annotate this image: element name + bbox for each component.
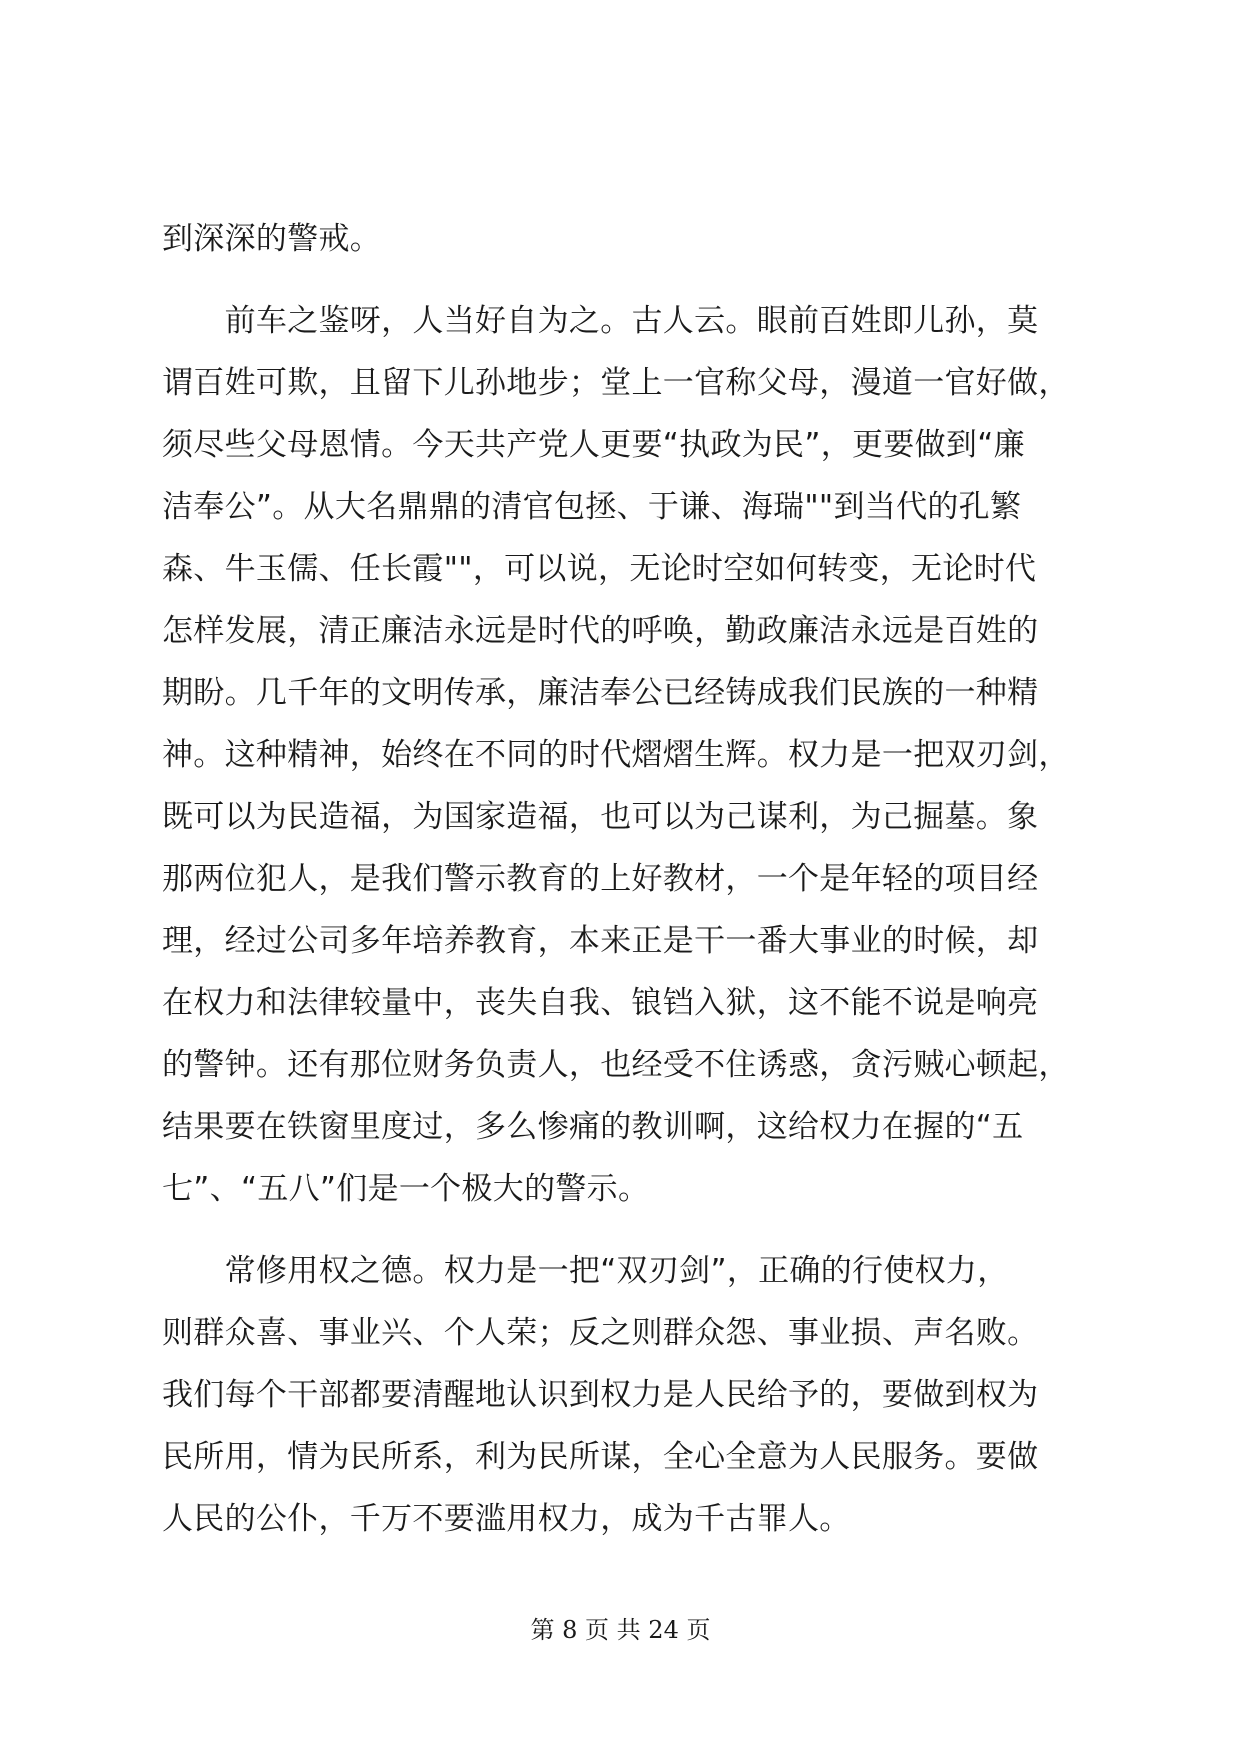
text-line: 期盼。几千年的文明传承，廉洁奉公已经铸成我们民族的一种精 bbox=[162, 675, 1039, 711]
text-line: 怎样发展，清正廉洁永远是时代的呼唤，勤政廉洁永远是百姓的 bbox=[162, 613, 1039, 649]
text-line: 七”、“五八”们是一个极大的警示。 bbox=[162, 1171, 650, 1207]
text-line: 理，经过公司多年培养教育，本来正是干一番大事业的时候，却 bbox=[162, 923, 1039, 959]
text-line: 谓百姓可欺，且留下儿孙地步；堂上一官称父母，漫道一官好做， bbox=[162, 365, 1070, 401]
text-line: 结果要在铁窗里度过，多么惨痛的教训啊，这给权力在握的“五 bbox=[162, 1109, 1024, 1145]
body-text bbox=[162, 208, 1080, 1550]
text-line: 神。这种精神，始终在不同的时代熠熠生辉。权力是一把双刃剑， bbox=[162, 737, 1070, 773]
text-line: 那两位犯人，是我们警示教育的上好教材，一个是年轻的项目经 bbox=[162, 861, 1039, 897]
text-line: 在权力和法律较量中，丧失自我、锒铛入狱，这不能不说是响亮 bbox=[162, 985, 1039, 1021]
text-line: 民所用，情为民所系，利为民所谋，全心全意为人民服务。要做 bbox=[162, 1439, 1039, 1475]
text-line: 洁奉公”。从大名鼎鼎的清官包拯、于谦、海瑞""到当代的孔繁 bbox=[162, 489, 1022, 525]
text-line: 我们每个干部都要清醒地认识到权力是人民给予的，要做到权为 bbox=[162, 1377, 1039, 1413]
text-line: 则群众喜、事业兴、个人荣；反之则群众怨、事业损、声名败。 bbox=[162, 1315, 1039, 1351]
text-line: 须尽些父母恩情。今天共产党人更要“执政为民”，更要做到“廉 bbox=[162, 427, 1025, 463]
text-line: 森、牛玉儒、任长霞""，可以说，无论时空如何转变，无论时代 bbox=[162, 551, 1037, 587]
text-line: 到深深的警戒。 bbox=[162, 221, 382, 257]
page-footer: 第 8 页 共 24 页 bbox=[530, 1616, 711, 1644]
text-line: 常修用权之德。权力是一把“双刃剑”，正确的行使权力， bbox=[162, 1253, 1009, 1289]
text-line: 既可以为民造福，为国家造福，也可以为己谋利，为己掘墓。象 bbox=[162, 799, 1039, 835]
text-line: 前车之鉴呀，人当好自为之。古人云。眼前百姓即儿孙，莫 bbox=[162, 303, 1039, 339]
text-line: 人民的公仆，千万不要滥用权力，成为千古罪人。 bbox=[162, 1501, 851, 1537]
text-line: 的警钟。还有那位财务负责人，也经受不住诱惑，贪污贼心顿起， bbox=[162, 1047, 1070, 1083]
